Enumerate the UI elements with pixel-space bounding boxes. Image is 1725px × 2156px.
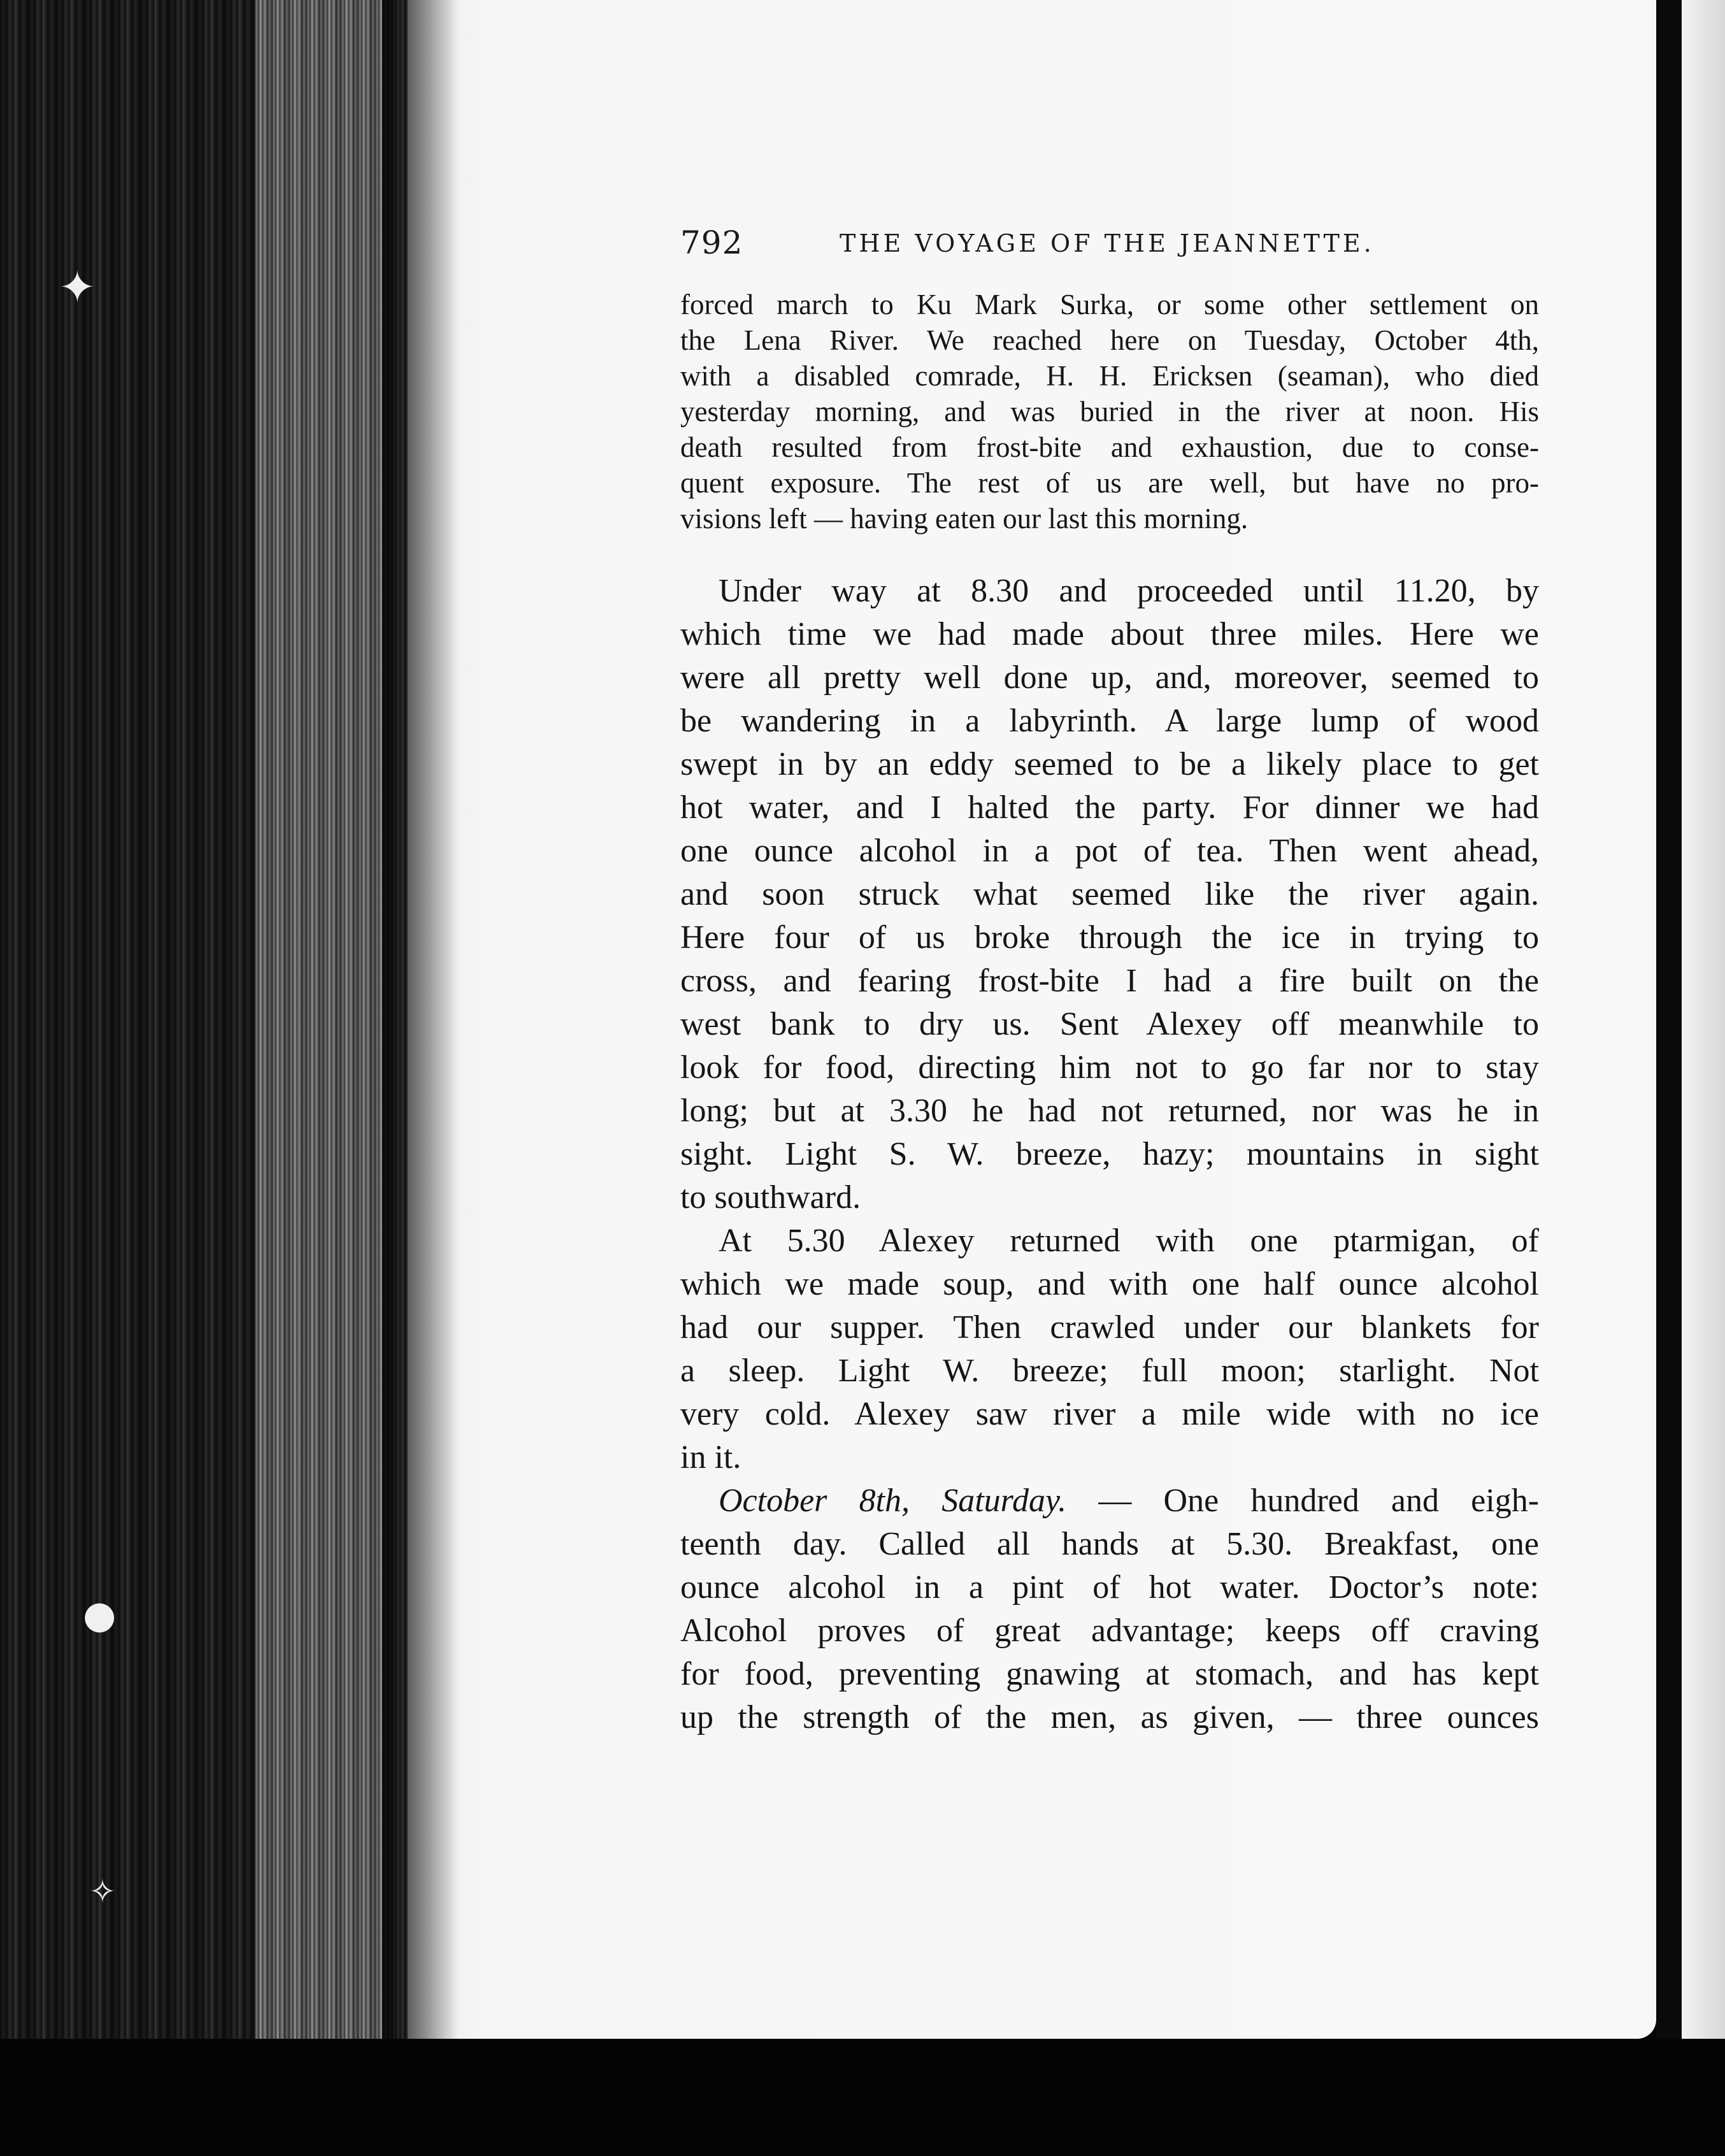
next-page-edge (1682, 0, 1725, 2156)
text-line-rest: — One hundred and eigh- (1098, 1483, 1540, 1519)
text-line: At 5.30 Alexey returned with one ptarmigan, of (719, 1223, 1539, 1259)
text-line: be wandering in a labyrinth. A large lump of wood (680, 703, 1539, 739)
running-title: THE VOYAGE OF THE JEANNETTE. (840, 229, 1375, 257)
speck-mark: ✧ (89, 1873, 116, 1910)
text-line: a sleep. Light W. breeze; full moon; starlight. Not (680, 1353, 1539, 1389)
gutter-shadow (382, 0, 459, 2156)
text-line: Under way at 8.30 and proceeded until 11.20, by (719, 573, 1539, 609)
text-line: west bank to dry us. Sent Alexey off meanwhile to (680, 1006, 1539, 1042)
text-line: look for food, directing him not to go far nor to stay (680, 1049, 1539, 1086)
text-line: were all pretty well done up, and, moreover, seemed to (680, 659, 1539, 696)
paragraph (680, 1219, 1539, 1479)
text-line: teenth day. Called all hands at 5.30. Breakfast, one (680, 1526, 1539, 1562)
text-line: hot water, and I halted the party. For dinner we had (680, 789, 1539, 826)
speck-mark: ✦ (59, 261, 96, 313)
paragraph (680, 570, 1539, 1219)
text-body (680, 287, 1539, 1739)
text-line: visions left — having eaten our last this morning. (680, 503, 1249, 535)
paragraph (680, 1479, 1539, 1739)
text-line: sight. Light S. W. breeze, hazy; mountains in sight (680, 1136, 1539, 1172)
page-number: 792 (680, 224, 743, 261)
bottom-background (0, 2039, 1725, 2156)
text-line: up the strength of the men, as given, — three ounces (680, 1699, 1539, 1736)
text-line: in it. (680, 1439, 741, 1476)
text-line: yesterday morning, and was buried in the river at noon. His (680, 396, 1539, 428)
text-line: had our supper. Then crawled under our blankets for (680, 1309, 1539, 1346)
text-line: and soon struck what seemed like the river again. (680, 876, 1539, 912)
text-line: cross, and fearing frost-bite I had a fire built on the (680, 963, 1539, 999)
quoted-letter (680, 287, 1539, 536)
speck-mark: ● (83, 1593, 117, 1637)
text-line: for food, preventing gnawing at stomach, and has kept (680, 1656, 1539, 1692)
running-header (680, 224, 1381, 269)
text-line: Alcohol proves of great advantage; keeps off craving (680, 1613, 1539, 1649)
text-line: death resulted from frost-bite and exhaustion, due to conse- (680, 431, 1539, 463)
text-line: which we made soup, and with one half ounce alcohol (680, 1266, 1539, 1302)
date-heading: October 8th, Saturday. (719, 1483, 1067, 1519)
text-line: very cold. Alexey saw river a mile wide with no ice (680, 1396, 1539, 1432)
text-line: the Lena River. We reached here on Tuesday, October 4th, (680, 324, 1539, 356)
text-line: swept in by an eddy seemed to be a likely place to get (680, 746, 1539, 782)
text-line: one ounce alcohol in a pot of tea. Then went ahead, (680, 833, 1539, 869)
text-line: to southward. (680, 1179, 861, 1216)
text-line: which time we had made about three miles. Here we (680, 616, 1539, 652)
text-line: with a disabled comrade, H. H. Ericksen (seaman), who died (680, 360, 1539, 392)
text-line: quent exposure. The rest of us are well, but have no pro- (680, 467, 1539, 499)
text-line: forced march to Ku Mark Surka, or some other settlement on (680, 289, 1539, 320)
text-line: Here four of us broke through the ice in trying to (680, 919, 1539, 956)
text-line: ounce alcohol in a pint of hot water. Doctor’s note: (680, 1569, 1539, 1606)
text-line: long; but at 3.30 he had not returned, nor was he in (680, 1093, 1539, 1129)
right-dark-strip (1656, 0, 1682, 2156)
text-line (680, 1479, 1539, 1523)
